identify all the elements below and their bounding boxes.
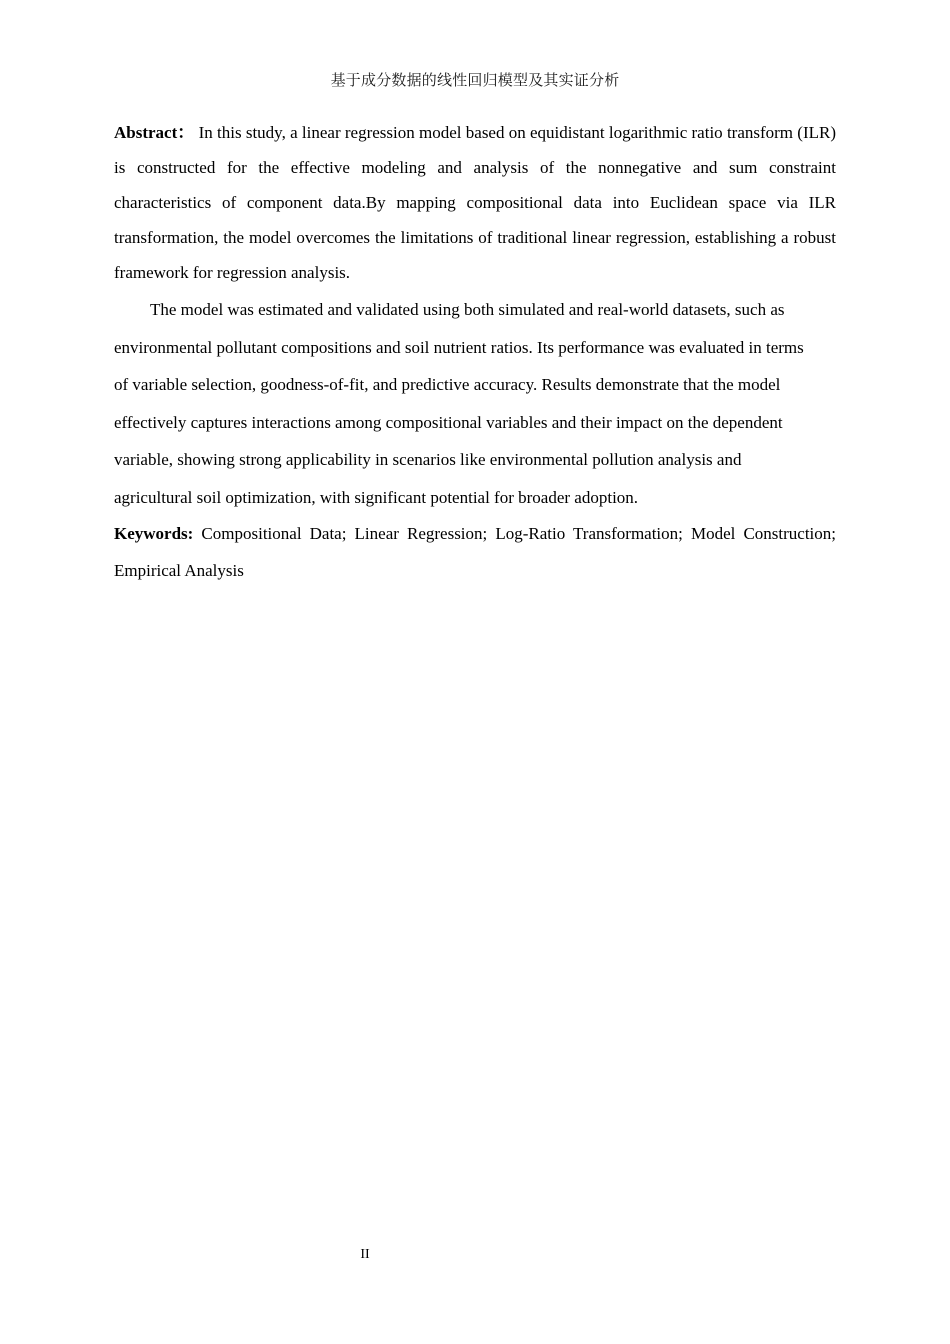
abstract-paragraph-2: The model was estimated and validated using both simulated and real-world datasets, such as environmental pollutant compositions and soil nutrient ratios. Its performance was evaluated in terms of variable selection, goodness-of-fit, and predictive accuracy. Results demonstrate that the model effectively captures interactions among compositional variables and their impact on the dependent variable, showing strong applicability in scenarios like environmental pollution analysis and agricultural soil optimization, with significant potential for broader adoption.: [114, 300, 804, 507]
keywords-paragraph: [114, 515, 836, 589]
abstract-text-1: In this study, a linear regression model based on equidistant logarithmic ratio transform (ILR) is constructed for the effective modeling and analysis of the nonnegative and sum constraint characteristics of component data.By mapping compositional data into Euclidean space via ILR transformation, the model overcomes the limitations of traditional linear regression, establishing a robust framework for regression analysis.: [114, 123, 837, 282]
abstract-paragraph-1: [114, 115, 836, 290]
abstract-label: Abstract：: [114, 123, 199, 142]
running-header: 基于成分数据的线性回归模型及其实证分析: [330, 71, 620, 89]
keywords-text: Compositional Data; Linear Regression; Log-Ratio Transformation; Model Construction; Empirical Analysis: [114, 524, 836, 580]
keywords-label: Keywords:: [114, 524, 202, 543]
abstract-section: [114, 115, 836, 589]
page-number: II: [360, 1247, 370, 1262]
